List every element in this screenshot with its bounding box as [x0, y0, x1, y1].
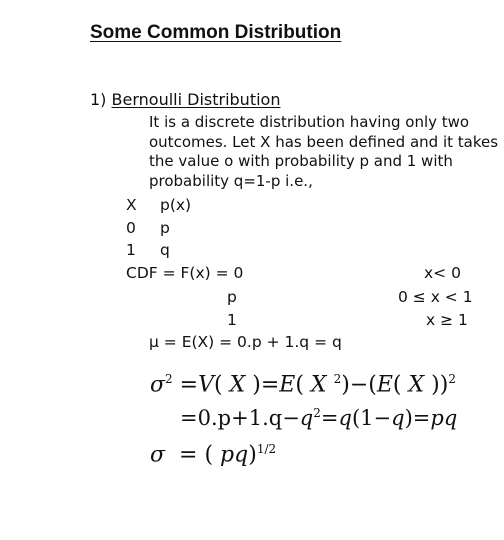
table-cell-px: p — [160, 219, 170, 237]
table-header-px: p(x) — [160, 196, 192, 214]
cdf-value: p — [227, 288, 237, 306]
section-heading — [90, 90, 280, 109]
cdf-condition: x< 0 — [424, 264, 461, 282]
section-number: 1) — [90, 90, 107, 109]
stddev-formula: σ = ( pq)$^{1/2}$ — [150, 442, 277, 468]
table-cell-px: q — [160, 241, 170, 259]
variance-formula: $\sigma^2 =V$( X )=E( X $^2$)−(E( X ))$^2$ — [150, 372, 456, 398]
slide-title: Some Common Distribution — [90, 22, 342, 43]
variance-expansion: $=0.p+1.q-q^2=q(1-q)=pq$ — [180, 406, 458, 430]
description-line: It is a discrete distribution having only two — [149, 113, 470, 131]
cdf-condition: 0 ≤ x < 1 — [398, 288, 473, 306]
description-line: probability q=1-p i.e., — [149, 171, 313, 190]
table-cell-x: 0 — [126, 219, 136, 237]
cdf-condition: x ≥ 1 — [426, 311, 468, 329]
description-line: the value o with probability p and 1 with — [149, 152, 453, 170]
cdf-value: 1 — [227, 311, 237, 329]
mean-formula: μ = E(X) = 0.p + 1.q = q — [149, 333, 342, 351]
description-paragraph — [149, 113, 498, 191]
table-header-x: X — [126, 196, 137, 214]
section-name: Bernoulli Distribution — [111, 90, 281, 109]
table-cell-x: 1 — [126, 241, 136, 259]
cdf-label: CDF = F(x) = 0 — [126, 264, 244, 282]
description-line: outcomes. Let X has been defined and it takes — [149, 132, 499, 151]
